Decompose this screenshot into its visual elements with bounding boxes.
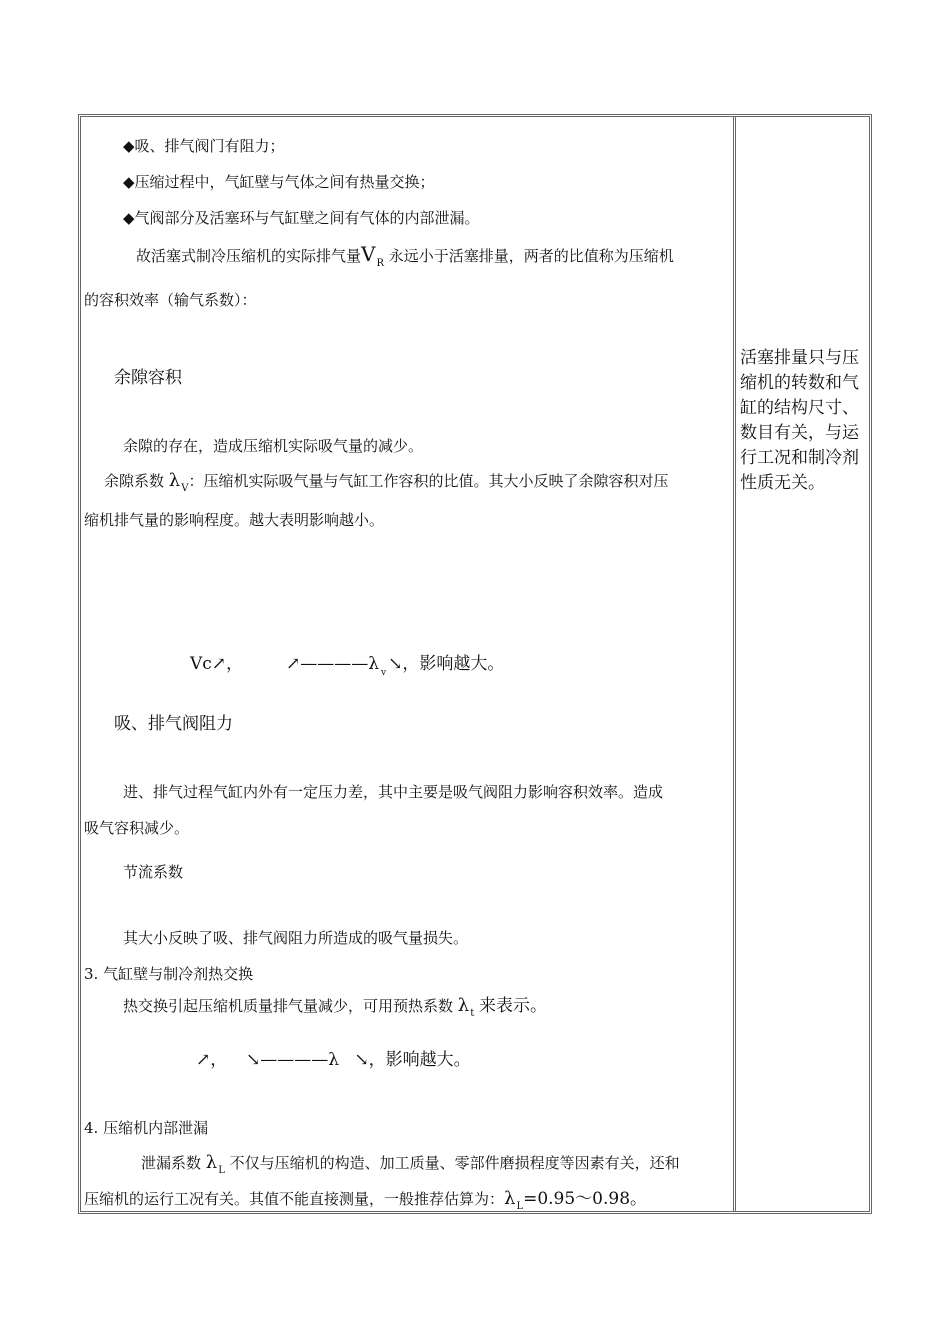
heat-relation-b — [246, 1050, 471, 1070]
heat-exchange-paragraph — [123, 996, 547, 1024]
throttle-paragraph: 其大小反映了吸、排气阀阻力所造成的吸气量损失。 — [123, 929, 469, 947]
vr-text-pre: 故活塞式制冷压缩机的实际排气量 — [136, 247, 362, 265]
section-3-number: 3. — [84, 965, 99, 983]
side-cell — [738, 116, 870, 1212]
clearance-paragraph: 余隙的存在，造成压缩机实际吸气量的减少。 — [123, 437, 424, 455]
valve-paragraph-line2: 吸气容积减少。 — [84, 819, 190, 837]
leak-text-pre: 泄漏系数 — [141, 1154, 202, 1172]
heat-relation-a: ↗， — [196, 1050, 228, 1070]
subscript-t: t — [470, 1008, 475, 1019]
leak-paragraph-line2 — [84, 1189, 647, 1217]
vc-relation-b — [286, 654, 504, 683]
vr-paragraph-line1 — [136, 244, 674, 274]
vr-paragraph-line2: 的容积效率（输气系数）： — [84, 291, 257, 309]
heat-effect-text: ↘，影响越大。 — [354, 1050, 471, 1070]
leak-text-post: 不仅与压缩机的构造、加工质量、零部件磨损程度等因素有关，还和 — [229, 1154, 680, 1172]
section-3-title: 气缸壁与制冷剂热交换 — [103, 965, 254, 983]
bullet-valve-resistance: ◆吸、排气阀门有阻力； — [123, 137, 285, 155]
section-3-heading — [84, 964, 253, 984]
valve-paragraph-line1: 进、排气过程气缸内外有一定压力差，其中主要是吸气阀阻力影响容积效率。造成 — [123, 783, 664, 801]
subscript-l: L — [218, 1165, 225, 1176]
vc-relation-a: Vc↗， — [190, 654, 244, 674]
lambda-symbol: λ — [168, 470, 181, 491]
bullet-heat-exchange: ◆压缩过程中，气缸壁与气体之间有热量交换； — [123, 173, 435, 191]
symbol-v: V — [361, 242, 376, 266]
bullet-internal-leak: ◆气阀部分及活塞环与气缸壁之间有气体的内部泄漏。 — [123, 209, 480, 227]
vc-subscript: v — [381, 668, 387, 678]
subscript-v: V — [181, 483, 189, 494]
vr-text-post: 永远小于活塞排量，两者的比值称为压缩机 — [388, 247, 674, 265]
vc-arrow-lambda: ↗————λ — [286, 654, 380, 674]
side-note: 活塞排量只与压缩机的转数和气缸的结构尺寸、数目有关，与运行工况和制冷剂性质无关。 — [740, 348, 859, 493]
clearance-coef-text: ：压缩机实际吸气量与气缸工作容积的比值。其大小反映了余隙容积对压 — [188, 472, 669, 490]
leak-line2-text: 压缩机的运行工况有关。其值不能直接测量，一般推荐估算为： — [84, 1190, 505, 1208]
heat-text-pre: 热交换引起压缩机质量排气量减少，可用预热系数 — [123, 997, 454, 1015]
lambda-symbol-l: λ — [205, 1152, 218, 1173]
leak-paragraph-line1 — [141, 1153, 680, 1181]
clearance-coef-label: 余隙系数 — [104, 472, 165, 490]
subscript-l2: L — [516, 1201, 524, 1212]
heat-text-post: 来表示。 — [479, 996, 548, 1016]
heading-clearance-volume: 余隙容积 — [114, 368, 182, 388]
heading-valve-resistance: 吸、排气阀阻力 — [114, 714, 233, 734]
clearance-coef-line1 — [104, 471, 668, 499]
clearance-coef-line2: 缩机排气量的影响程度。越大表明影响越小。 — [84, 511, 385, 529]
vc-effect-text: ↘，影响越大。 — [388, 654, 505, 674]
throttle-coef-label: 节流系数 — [123, 863, 184, 881]
section-4-heading — [84, 1118, 208, 1138]
heat-arrow-lambda: ↘————λ — [246, 1050, 340, 1070]
section-4-number: 4. — [84, 1119, 99, 1137]
leak-value: =0.95～0.98。 — [523, 1189, 648, 1209]
lambda-symbol-t: λ — [457, 995, 470, 1016]
lambda-symbol-l2: λ — [504, 1188, 516, 1209]
symbol-subscript-r: R — [376, 258, 384, 269]
section-4-title: 压缩机内部泄漏 — [103, 1119, 209, 1137]
